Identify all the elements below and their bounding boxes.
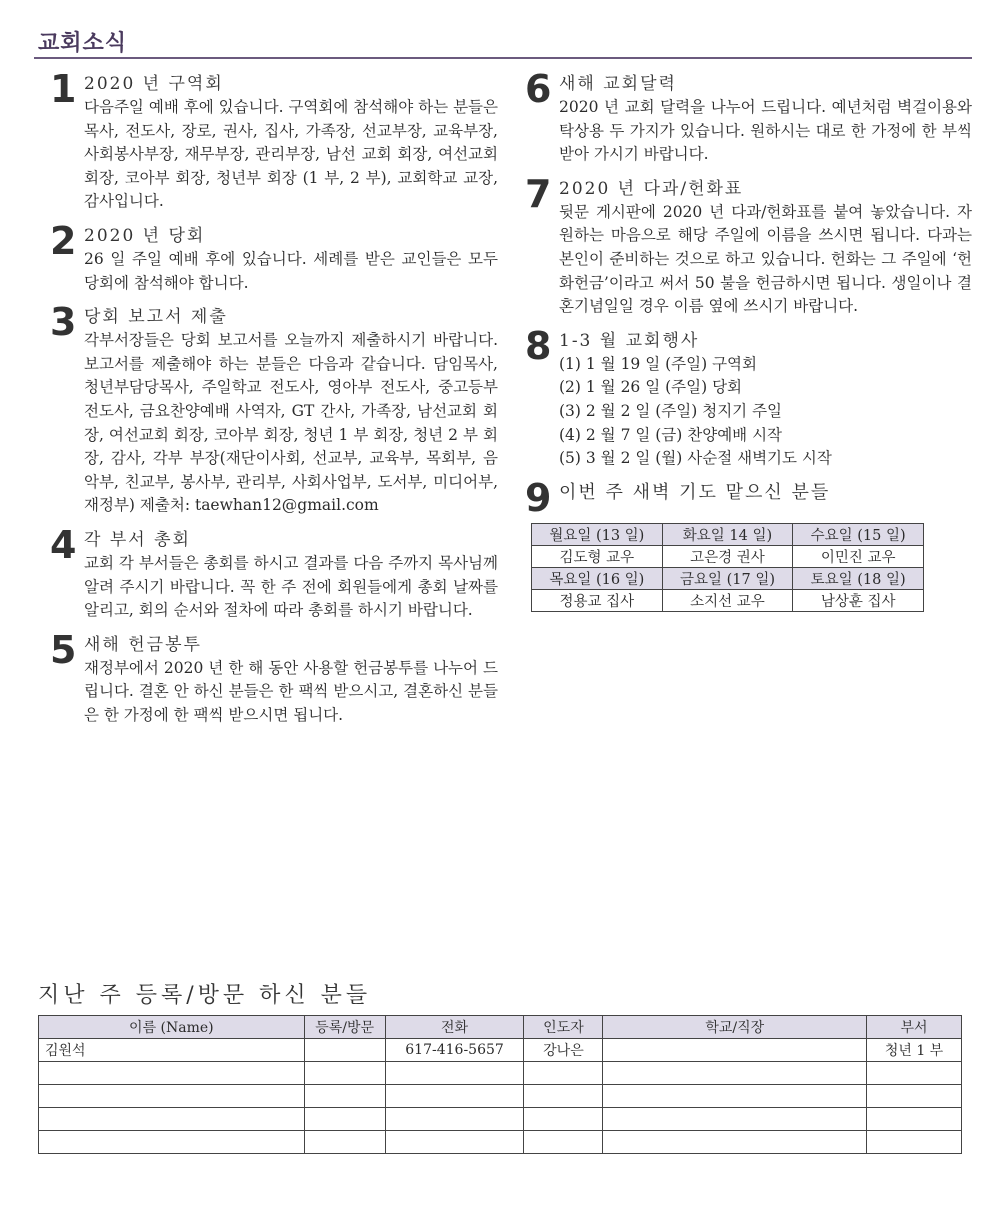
item-heading: 새해 교회달력	[559, 74, 677, 94]
item-text: 다음주일 예배 후에 있습니다. 구역회에 참석해야 하는 분들은 목사, 전도사, 장로, 권사, 집사, 가족장, 선교부장, 교육부장, 사회봉사부장, 재무부장, 관리부장, 남선 교회 회장, 여선교회 회장, 코아부 회장, 청년부 회장 (1 부, 2 부), 교회학교 교장, 감사입니다.	[84, 98, 498, 211]
right-column	[525, 67, 972, 622]
item-heading: 1-3 월 교회행사	[559, 330, 700, 351]
table-cell	[39, 1131, 305, 1154]
prayer-item	[525, 475, 972, 612]
table-row	[39, 1108, 962, 1131]
table-cell	[524, 1062, 603, 1085]
item-heading: 2020 년 당회	[84, 225, 206, 246]
table-cell	[867, 1085, 962, 1108]
table-cell	[39, 1062, 305, 1085]
page-title: 교회소식	[38, 30, 128, 56]
table-cell: 이민진 교우	[793, 545, 924, 567]
item-text: 2020 년 교회 달력을 나누어 드립니다. 예년처럼 벽걸이용와 탁상용 두 가지가 있습니다. 원하시는 대로 한 가정에 한 부씩 받아 가시기 바랍니다.	[559, 98, 972, 164]
table-cell	[603, 1062, 867, 1085]
item-number: 3	[50, 300, 77, 345]
table-cell: 토요일 (18 일)	[793, 567, 924, 589]
events-item	[525, 323, 972, 471]
column-header: 인도자	[524, 1016, 603, 1039]
news-item	[50, 300, 498, 518]
news-item	[525, 67, 972, 167]
table-cell: 정용교 집사	[532, 589, 663, 611]
column-header: 전화	[385, 1016, 524, 1039]
table-cell: 소지선 교우	[662, 589, 793, 611]
table-cell	[385, 1108, 524, 1131]
table-cell	[524, 1085, 603, 1108]
news-item	[50, 522, 498, 623]
table-cell	[304, 1108, 385, 1131]
table-row	[532, 567, 924, 589]
table-cell: 김원석	[39, 1039, 305, 1062]
item-heading: 새해 헌금봉투	[84, 634, 202, 655]
table-row	[39, 1062, 962, 1085]
table-cell	[603, 1039, 867, 1062]
table-cell: 월요일 (13 일)	[532, 523, 663, 545]
table-cell: 김도형 교우	[532, 545, 663, 567]
column-header: 이름 (Name)	[39, 1016, 305, 1039]
visitors-title: 지난 주 등록/방문 하신 분들	[38, 983, 372, 1008]
item-number: 4	[50, 522, 77, 567]
item-text: 뒷문 게시판에 2020 년 다과/헌화표를 붙여 놓았습니다. 자원하는 마음으로 해당 주일에 이름을 쓰시면 됩니다. 다과는 본인이 준비하는 것으로 하고 있습니다. 헌화는 그 주일에 ‘헌화헌금’이라고 써서 50 불을 헌금하시면 됩니다. 생일이나 결혼기념일일 경우 이름 옆에 쓰시기 바랍니다.	[559, 202, 972, 316]
left-column	[50, 67, 498, 737]
table-cell: 고은경 권사	[662, 545, 793, 567]
table-cell	[524, 1131, 603, 1154]
column-header: 등록/방문	[304, 1016, 385, 1039]
table-cell	[39, 1108, 305, 1131]
table-cell: 금요일 (17 일)	[662, 567, 793, 589]
table-cell	[385, 1062, 524, 1085]
item-number: 2	[50, 218, 77, 263]
item-text: 각부서장들은 당회 보고서를 오늘까지 제출하시기 바랍니다. 보고서를 제출해야 하는 분들은 다음과 같습니다. 담임목사, 청년부담당목사, 주일학교 전도사, 영아부 전도사, 중고등부 전도사, 금요찬양예배 사역자, GT 간사, 가족장, 남선교회 회장, 여선교회 회장, 코아부 회장, 청년 1 부 회장, 청년 2 부 회장, 감사, 각부 부장(재단이사회, 선교부, 교육부, 목회부, 음악부, 친교부, 봉사부, 관리부, 사회사업부, 도서부, 미디어부, 재정부) 제출처: taewhan12@gmail.com	[84, 331, 498, 515]
item-heading: 당회 보고서 제출	[84, 307, 228, 328]
table-cell: 강나은	[524, 1039, 603, 1062]
table-cell	[867, 1062, 962, 1085]
table-row	[532, 523, 924, 545]
item-text: 26 일 주일 예배 후에 있습니다. 세례를 받은 교인들은 모두 당회에 참석해야 합니다.	[84, 249, 498, 292]
list-item: (2) 1 월 26 일 (주일) 당회	[559, 378, 743, 397]
visitors-table	[38, 1015, 962, 1154]
events-list	[559, 353, 972, 471]
item-number: 6	[525, 67, 552, 111]
list-item: (4) 2 월 7 일 (금) 찬양예배 시작	[559, 425, 783, 444]
table-cell: 목요일 (16 일)	[532, 567, 663, 589]
table-cell	[385, 1085, 524, 1108]
table-row	[39, 1085, 962, 1108]
list-item: (5) 3 월 2 일 (월) 사순절 새벽기도 시작	[559, 449, 832, 468]
list-item: (1) 1 월 19 일 (주일) 구역회	[559, 354, 758, 373]
table-cell: 화요일 14 일)	[662, 523, 793, 545]
table-cell: 남상훈 집사	[793, 589, 924, 611]
prayer-schedule-table	[531, 523, 924, 612]
column-header: 부서	[867, 1016, 962, 1039]
item-text: 재정부에서 2020 년 한 해 동안 사용할 헌금봉투를 나누어 드립니다. 결혼 안 하신 분들은 한 팩씩 받으시고, 결혼하신 분들은 한 가정에 한 팩씩 받으시면 됩니다.	[84, 658, 498, 724]
table-cell: 수요일 (15 일)	[793, 523, 924, 545]
table-cell	[304, 1131, 385, 1154]
table-cell: 청년 1 부	[867, 1039, 962, 1062]
item-heading: 2020 년 다과/헌화표	[559, 178, 744, 199]
item-number: 1	[50, 67, 77, 111]
table-cell	[524, 1108, 603, 1131]
item-number: 5	[50, 627, 77, 672]
item-text: 교회 각 부서들은 총회를 하시고 결과를 다음 주까지 목사님께 알려 주시기 바랍니다. 꼭 한 주 전에 회원들에게 총회 날짜를 알리고, 회의 순서와 절차에 따라 총회를 하시기 바랍니다.	[84, 553, 498, 620]
list-item: (3) 2 월 2 일 (주일) 청지기 주일	[559, 401, 783, 420]
table-cell	[304, 1039, 385, 1062]
table-cell	[385, 1131, 524, 1154]
news-item	[50, 627, 498, 728]
item-number: 9	[525, 475, 552, 520]
table-cell	[603, 1085, 867, 1108]
news-item	[50, 218, 498, 295]
title-divider	[34, 57, 972, 59]
table-cell	[39, 1085, 305, 1108]
table-cell	[867, 1108, 962, 1131]
table-cell: 617-416-5657	[385, 1039, 524, 1062]
table-row	[532, 589, 924, 611]
table-row	[532, 545, 924, 567]
table-cell	[603, 1131, 867, 1154]
item-heading: 각 부서 총회	[84, 529, 191, 550]
column-header: 학교/직장	[603, 1016, 867, 1039]
item-heading: 이번 주 새벽 기도 맡으신 분들	[559, 481, 831, 503]
table-cell	[304, 1062, 385, 1085]
table-cell	[603, 1108, 867, 1131]
news-item	[525, 171, 972, 319]
item-heading: 2020 년 구역회	[84, 74, 224, 94]
table-cell	[304, 1085, 385, 1108]
table-cell	[867, 1131, 962, 1154]
table-header-row	[39, 1016, 962, 1039]
table-row	[39, 1131, 962, 1154]
table-row	[39, 1039, 962, 1062]
news-item	[50, 67, 498, 214]
item-number: 8	[525, 323, 552, 368]
item-number: 7	[525, 171, 552, 216]
